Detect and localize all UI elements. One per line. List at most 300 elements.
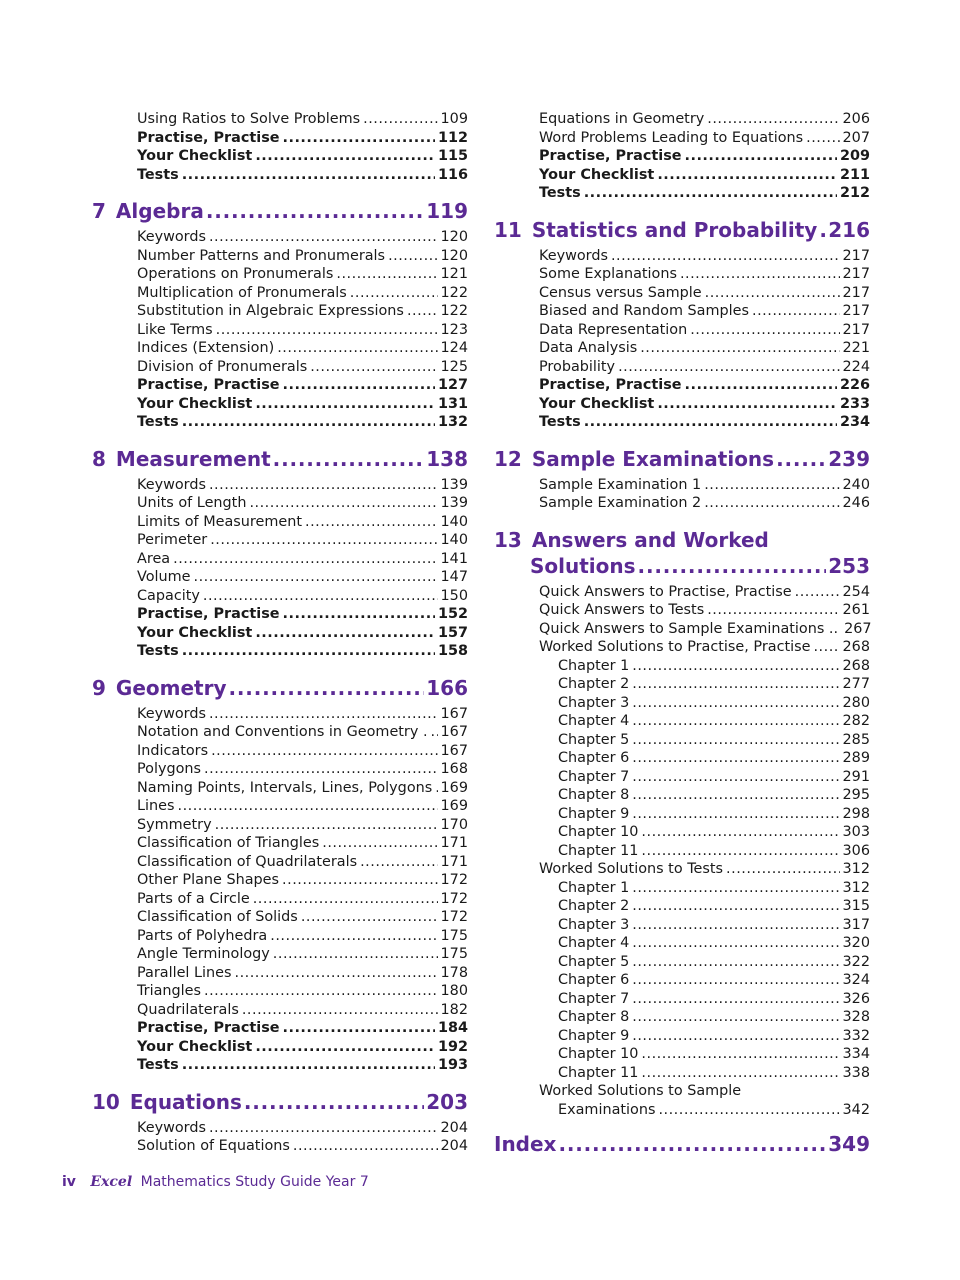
toc-entry[interactable] xyxy=(92,890,468,909)
entry-title: Parts of a Circle xyxy=(137,890,250,907)
entry-page: 167 xyxy=(440,724,468,740)
dot-leader xyxy=(244,1089,424,1115)
entry-title: Your Checklist xyxy=(539,166,655,183)
dot-leader xyxy=(277,339,437,358)
toc-entry[interactable] xyxy=(494,284,870,303)
entry-page: 211 xyxy=(839,166,870,183)
chapter-title-line2: Solutions xyxy=(530,553,636,578)
entry-page: 184 xyxy=(437,1020,468,1036)
dot-leader xyxy=(407,302,438,321)
toc-entry[interactable] xyxy=(494,953,870,972)
toc-entry[interactable] xyxy=(494,879,870,898)
entry-title: Chapter 8 xyxy=(558,787,630,803)
chapter-title: Sample Examinations xyxy=(531,446,775,471)
toc-entry[interactable] xyxy=(494,768,870,787)
dot-leader xyxy=(273,446,425,472)
toc-entry[interactable] xyxy=(92,723,468,742)
dot-leader xyxy=(707,601,839,620)
toc-entry[interactable] xyxy=(494,657,870,676)
dot-leader xyxy=(632,749,839,768)
toc-entry[interactable] xyxy=(494,712,870,731)
toc-entry[interactable] xyxy=(92,797,468,816)
toc-entry[interactable] xyxy=(92,228,468,247)
entry-title: Chapter 2 xyxy=(558,898,630,914)
entry-title: Sample Examination 1 xyxy=(539,476,702,493)
entry-page: 132 xyxy=(437,414,468,430)
toc-entry[interactable] xyxy=(494,601,870,620)
chapter-heading-sample-exams[interactable] xyxy=(494,446,870,472)
dot-leader xyxy=(255,1038,435,1057)
entry-page: 192 xyxy=(437,1038,468,1055)
toc-entry[interactable] xyxy=(92,395,468,414)
entry-title: Practise, Practise xyxy=(539,148,682,164)
dot-leader xyxy=(255,395,435,414)
toc-entry[interactable] xyxy=(92,605,468,624)
dot-leader xyxy=(210,531,437,550)
entry-title: Worked Solutions to Practise, Practise xyxy=(539,639,811,655)
sample-exams-entries xyxy=(494,476,870,513)
dot-leader xyxy=(182,642,435,661)
dot-leader xyxy=(283,376,435,395)
dot-leader xyxy=(209,476,438,495)
toc-entry[interactable] xyxy=(92,1019,468,1038)
entry-page: 254 xyxy=(842,583,870,600)
entry-page: 303 xyxy=(842,824,870,840)
toc-entry[interactable] xyxy=(92,1056,468,1075)
entry-page: 175 xyxy=(440,927,468,944)
entry-page: 140 xyxy=(440,513,468,530)
dot-leader xyxy=(707,110,839,129)
toc-entry[interactable] xyxy=(494,823,870,842)
toc-entry[interactable] xyxy=(494,1027,870,1046)
chapter-page: 349 xyxy=(828,1132,870,1156)
toc-entry[interactable] xyxy=(494,247,870,266)
chapter-heading-index[interactable] xyxy=(494,1131,870,1157)
toc-entry[interactable] xyxy=(92,129,468,148)
toc-entry[interactable] xyxy=(494,358,870,377)
entry-title: Polygons xyxy=(137,761,202,777)
toc-entry[interactable] xyxy=(92,358,468,377)
entry-title: Practise, Practise xyxy=(539,377,682,393)
entry-page: 124 xyxy=(440,340,468,356)
dot-leader xyxy=(641,1064,839,1083)
entry-title: Chapter 2 xyxy=(558,676,630,692)
page-number: iv xyxy=(62,1174,76,1190)
entry-title: Lines xyxy=(137,798,175,814)
toc-entry[interactable] xyxy=(494,395,870,414)
toc-entry[interactable] xyxy=(92,531,468,550)
dot-leader xyxy=(249,494,437,513)
toc-entry[interactable] xyxy=(92,642,468,661)
entry-title: Division of Pronumerals xyxy=(137,358,308,375)
toc-entry[interactable] xyxy=(494,376,870,395)
entry-page: 127 xyxy=(437,377,468,393)
toc-entry[interactable] xyxy=(494,694,870,713)
toc-entry[interactable] xyxy=(494,675,870,694)
equations-entries xyxy=(92,1119,468,1156)
toc-entry[interactable] xyxy=(494,897,870,916)
dot-leader xyxy=(632,879,839,898)
toc-entry[interactable] xyxy=(494,110,870,129)
toc-entry[interactable] xyxy=(494,321,870,340)
toc-entry[interactable] xyxy=(494,265,870,284)
toc-entry[interactable] xyxy=(92,413,468,432)
dot-leader xyxy=(680,265,840,284)
dot-leader xyxy=(632,1027,839,1046)
chapter-heading-statistics[interactable] xyxy=(494,217,870,243)
entry-page: 217 xyxy=(842,266,870,282)
chapter-heading-equations[interactable] xyxy=(92,1089,468,1115)
toc-entry[interactable] xyxy=(494,916,870,935)
entry-page: 221 xyxy=(842,340,870,356)
entry-page: 141 xyxy=(440,550,468,567)
entry-title: Practise, Practise xyxy=(137,1020,280,1036)
entry-title: Practise, Practise xyxy=(137,606,280,622)
entry-page: 171 xyxy=(440,835,468,851)
toc-entry[interactable] xyxy=(494,749,870,768)
chapter-heading-measurement[interactable] xyxy=(92,446,468,472)
worked-tests-heading xyxy=(494,860,870,879)
toc-entry[interactable] xyxy=(494,842,870,861)
entry-page: 277 xyxy=(842,676,870,692)
chapter-page: 253 xyxy=(828,553,870,578)
entry-page: 334 xyxy=(842,1046,870,1062)
toc-entry[interactable] xyxy=(92,964,468,983)
entry-title: Probability xyxy=(539,358,616,375)
toc-entry[interactable] xyxy=(92,284,468,303)
toc-entry[interactable] xyxy=(494,184,870,203)
entry-title: Classification of Solids xyxy=(137,909,298,925)
chapter-number: 7 xyxy=(92,199,106,223)
page-footer xyxy=(62,1174,369,1190)
dot-leader xyxy=(270,927,437,946)
dot-leader xyxy=(182,1056,435,1075)
entry-page: 342 xyxy=(842,1101,870,1118)
toc-entry[interactable] xyxy=(92,871,468,890)
toc-entry[interactable] xyxy=(494,1101,870,1120)
chapter-title: Measurement xyxy=(115,446,271,471)
toc-entry[interactable] xyxy=(92,110,468,129)
entry-title: Chapter 9 xyxy=(558,805,630,822)
toc-entry[interactable] xyxy=(494,339,870,358)
dot-leader xyxy=(310,358,437,377)
entry-page: 150 xyxy=(440,587,468,604)
toc-entry[interactable] xyxy=(92,321,468,340)
entry-title: Worked Solutions to Tests xyxy=(539,861,724,877)
dot-leader xyxy=(632,1008,839,1027)
entry-page: 120 xyxy=(440,229,468,245)
toc-entry[interactable] xyxy=(92,760,468,779)
toc-entry[interactable] xyxy=(494,731,870,750)
toc-entry[interactable] xyxy=(494,129,870,148)
toc-entry[interactable] xyxy=(92,834,468,853)
dot-leader xyxy=(209,1119,438,1138)
entry-page: 312 xyxy=(842,879,870,896)
toc-entry[interactable] xyxy=(92,853,468,872)
chapter-title: Algebra xyxy=(115,199,204,223)
entry-page: 295 xyxy=(842,787,870,803)
entry-title: Chapter 1 xyxy=(558,657,630,674)
entry-title: Sample Examination 2 xyxy=(539,495,702,511)
toc-entry[interactable] xyxy=(92,166,468,185)
dot-leader xyxy=(632,990,839,1009)
entry-title: Classification of Quadrilaterals xyxy=(137,853,358,870)
entry-page: 169 xyxy=(440,779,468,796)
entry-page: 328 xyxy=(842,1009,870,1025)
entry-title: Chapter 6 xyxy=(558,972,630,988)
entry-title: Your Checklist xyxy=(137,395,253,412)
toc-entry[interactable] xyxy=(494,413,870,432)
entry-title: Limits of Measurement xyxy=(137,513,302,530)
worked-tests-chapters xyxy=(494,879,870,1083)
toc-entry[interactable] xyxy=(92,624,468,643)
dot-leader xyxy=(726,860,839,879)
entry-page: 147 xyxy=(440,569,468,585)
toc-entry[interactable] xyxy=(92,147,468,166)
toc-entry[interactable] xyxy=(494,476,870,495)
dot-leader xyxy=(216,321,438,340)
toc-entry[interactable] xyxy=(92,247,468,266)
entry-title: Solution of Equations xyxy=(137,1138,290,1154)
entry-title: Tests xyxy=(539,414,581,430)
toc-entry[interactable] xyxy=(494,166,870,185)
chapter-page: 203 xyxy=(426,1089,468,1114)
entry-page: 140 xyxy=(440,532,468,548)
worked-practise-chapters xyxy=(494,657,870,861)
entry-title: Area xyxy=(137,550,171,567)
chapter-title-line1: Answers and Worked xyxy=(531,527,769,552)
toc-entry[interactable] xyxy=(92,779,468,798)
toc-entry[interactable] xyxy=(92,513,468,532)
toc-entry[interactable] xyxy=(92,927,468,946)
dot-leader xyxy=(283,605,435,624)
dot-leader xyxy=(685,376,837,395)
toc-entry[interactable] xyxy=(92,1001,468,1020)
chapter-title: Statistics and Probability xyxy=(531,217,818,242)
entry-page: 206 xyxy=(842,111,870,127)
chapter-number: 11 xyxy=(494,217,522,242)
entry-title: Tests xyxy=(137,166,179,183)
toc-entry[interactable] xyxy=(494,583,870,602)
dot-leader xyxy=(657,395,837,414)
chapter-number: 8 xyxy=(92,446,106,471)
dot-leader xyxy=(282,871,437,890)
toc-entry[interactable] xyxy=(494,1045,870,1064)
entry-title: Chapter 6 xyxy=(558,750,630,766)
entry-page: 217 xyxy=(842,303,870,319)
entry-title: Your Checklist xyxy=(137,148,253,164)
dot-leader xyxy=(752,302,840,321)
entry-title: Capacity xyxy=(137,587,200,604)
dot-leader xyxy=(776,446,826,472)
entry-page: 285 xyxy=(842,731,870,748)
toc-entry[interactable] xyxy=(92,265,468,284)
dot-leader xyxy=(293,1137,438,1156)
entry-title: Data Representation xyxy=(539,321,688,338)
toc-entry[interactable] xyxy=(494,971,870,990)
chapter-number: 13 xyxy=(494,527,522,552)
entry-page: 240 xyxy=(842,476,870,493)
entry-title: Chapter 10 xyxy=(558,824,639,840)
entry-page: 121 xyxy=(440,266,468,282)
entry-title: Quick Answers to Practise, Practise xyxy=(539,583,792,600)
toc-entry[interactable] xyxy=(92,742,468,761)
entry-page: 169 xyxy=(440,798,468,814)
toc-entry[interactable] xyxy=(92,1137,468,1156)
dot-leader xyxy=(632,805,839,824)
entry-page: 317 xyxy=(842,916,870,933)
entry-page: 234 xyxy=(839,414,870,430)
toc-entry[interactable] xyxy=(92,1119,468,1138)
entry-page: 291 xyxy=(842,768,870,785)
continued-entries xyxy=(494,110,870,203)
dot-leader xyxy=(611,247,840,266)
entry-page: 320 xyxy=(842,935,870,951)
toc-entry[interactable] xyxy=(92,550,468,569)
dot-leader xyxy=(255,624,435,643)
toc-entry[interactable] xyxy=(92,816,468,835)
answers-entries xyxy=(494,583,870,657)
dot-leader xyxy=(658,1101,839,1120)
toc-entry[interactable] xyxy=(92,376,468,395)
entry-title: Chapter 8 xyxy=(558,1009,630,1025)
dot-leader xyxy=(363,110,437,129)
entry-title: Keywords xyxy=(137,229,206,245)
entry-page: 167 xyxy=(440,705,468,722)
dot-leader xyxy=(255,147,435,166)
dot-leader xyxy=(632,768,839,787)
chapter-heading-geometry[interactable] xyxy=(92,675,468,701)
dot-leader xyxy=(215,816,438,835)
brand-name: Excel xyxy=(90,1174,133,1190)
worked-sample-exams xyxy=(494,1101,870,1120)
dot-leader xyxy=(632,897,839,916)
entry-page: 123 xyxy=(440,321,468,338)
toc-entry[interactable] xyxy=(494,934,870,953)
entry-title: Chapter 1 xyxy=(558,879,630,896)
toc-entry[interactable] xyxy=(494,147,870,166)
entry-title: Naming Points, Intervals, Lines, Polygons xyxy=(137,779,433,796)
toc-entry[interactable] xyxy=(494,302,870,321)
toc-entry-worked-sample-line1[interactable]: Worked Solutions to Sample xyxy=(539,1083,742,1099)
entry-page: 233 xyxy=(839,395,870,412)
chapter-number: 12 xyxy=(494,446,522,471)
dot-leader xyxy=(211,742,437,761)
entry-page: 120 xyxy=(440,247,468,264)
chapter-title: Geometry xyxy=(115,675,227,700)
entry-page: 224 xyxy=(842,358,870,375)
toc-entry[interactable] xyxy=(494,638,870,657)
dot-leader xyxy=(632,694,839,713)
dot-leader xyxy=(182,413,435,432)
entry-page: 172 xyxy=(440,890,468,907)
entry-title: Other Plane Shapes xyxy=(137,872,280,888)
toc-entry[interactable] xyxy=(494,805,870,824)
dot-leader xyxy=(350,284,438,303)
dot-leader xyxy=(819,217,826,243)
entry-title: Chapter 10 xyxy=(558,1046,639,1062)
entry-title: Parallel Lines xyxy=(137,964,232,981)
dot-leader xyxy=(632,971,839,990)
entry-title: Tests xyxy=(137,643,179,659)
entry-title: Quick Answers to Tests xyxy=(539,602,705,618)
entry-page: 280 xyxy=(842,694,870,711)
entry-page: 125 xyxy=(440,358,468,375)
toc-entry[interactable] xyxy=(92,705,468,724)
toc-entry[interactable] xyxy=(494,990,870,1009)
entry-title: Notation and Conventions in Geometry . xyxy=(137,724,428,740)
dot-leader xyxy=(704,494,839,513)
toc-entry[interactable] xyxy=(92,945,468,964)
toc-entry[interactable] xyxy=(494,620,870,639)
entry-page: 312 xyxy=(842,861,870,877)
toc-entry[interactable] xyxy=(494,1064,870,1083)
dot-leader xyxy=(632,657,839,676)
toc-entry[interactable] xyxy=(92,302,468,321)
chapter-page: 166 xyxy=(426,675,468,700)
toc-entry[interactable] xyxy=(92,476,468,495)
chapter-title: Index xyxy=(494,1132,557,1156)
entry-title: Like Terms xyxy=(137,321,213,338)
entry-title: Keywords xyxy=(137,476,206,493)
dot-leader xyxy=(194,568,438,587)
entry-title: Equations in Geometry xyxy=(539,111,705,127)
dot-leader xyxy=(657,166,837,185)
chapter-heading-answers[interactable] xyxy=(494,527,870,579)
entry-page: 212 xyxy=(839,185,870,201)
dot-leader xyxy=(632,731,839,750)
entry-title: Quadrilaterals xyxy=(137,1001,239,1018)
dot-leader xyxy=(283,1019,435,1038)
entry-title: Classification of Triangles xyxy=(137,835,320,851)
entry-title: Chapter 4 xyxy=(558,935,630,951)
toc-entry[interactable] xyxy=(494,1008,870,1027)
toc-entry[interactable] xyxy=(494,860,870,879)
toc-entry[interactable] xyxy=(92,339,468,358)
toc-entry[interactable] xyxy=(92,587,468,606)
entry-page: 207 xyxy=(842,129,870,146)
toc-entry[interactable] xyxy=(92,1038,468,1057)
geometry-entries xyxy=(92,705,468,1075)
chapter-page: 138 xyxy=(426,446,468,471)
entry-title: Chapter 7 xyxy=(558,990,630,1007)
dot-leader xyxy=(705,284,840,303)
dot-leader xyxy=(173,550,437,569)
dot-leader xyxy=(641,842,839,861)
dot-leader xyxy=(632,712,839,731)
entry-page: 289 xyxy=(842,750,870,766)
entry-page: 324 xyxy=(842,972,870,988)
toc-entry[interactable] xyxy=(494,494,870,513)
toc-entry[interactable] xyxy=(92,494,468,513)
chapter-heading-algebra[interactable] xyxy=(92,198,468,224)
entry-title: Perimeter xyxy=(137,532,208,548)
entry-title: Practise, Practise xyxy=(137,377,280,393)
chapter-page: 239 xyxy=(828,446,870,471)
toc-entry[interactable] xyxy=(92,568,468,587)
entry-page: 298 xyxy=(842,805,870,822)
dot-leader xyxy=(618,358,839,377)
entry-page: 178 xyxy=(440,964,468,981)
entry-title: Multiplication of Pronumerals xyxy=(137,284,347,301)
entry-title: Chapter 11 xyxy=(558,842,639,859)
toc-entry[interactable] xyxy=(92,982,468,1001)
entry-page: 152 xyxy=(437,606,468,622)
entry-title: Practise, Practise xyxy=(137,129,280,146)
toc-entry[interactable] xyxy=(92,908,468,927)
toc-entry[interactable] xyxy=(494,786,870,805)
dot-leader xyxy=(632,786,839,805)
